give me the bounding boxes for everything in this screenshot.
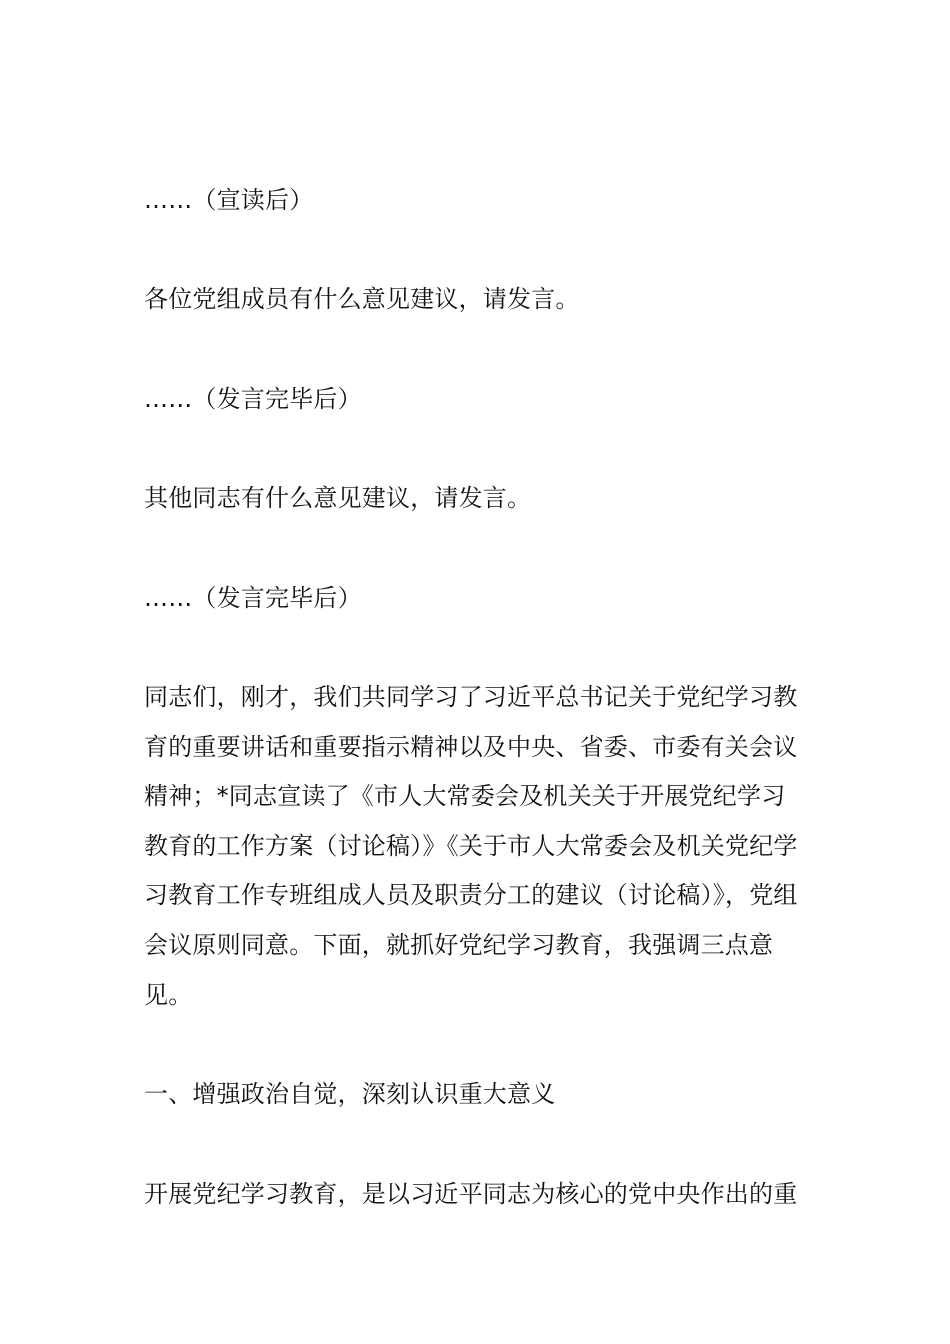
paragraph-after-speeches-2: ……（发言完毕后） [144,584,362,612]
section-heading-1: 一、增强政治自觉，深刻认识重大意义 [144,1080,556,1108]
paragraph-after-speeches-1: ……（发言完毕后） [144,385,362,413]
paragraph-other-comrades-invite: 其他同志有什么意见建议，请发言。 [144,484,532,512]
paragraph-party-members-invite: 各位党组成员有什么意见建议，请发言。 [144,285,580,313]
paragraph-section-1-body: 开展党纪学习教育，是以习近平同志为核心的党中央作出的重 [144,1180,798,1208]
paragraph-after-reading: ……（宣读后） [144,186,314,214]
paragraph-summary: 同志们，刚才，我们共同学习了习近平总书记关于党纪学习教育的重要讲话和重要指示精神以及中央、省委、市委有关会议精神；*同志宣读了《市人大常委会及机关关于开展党纪学习教育的工作方案（讨论稿）》《关于市人大常委会及机关党纪学习教育工作专班组成人员及职责分工的建议（讨论稿）》，党组会议原则同意。下面，就抓好党纪学习教育，我强调三点意见。 [144,683,798,1009]
